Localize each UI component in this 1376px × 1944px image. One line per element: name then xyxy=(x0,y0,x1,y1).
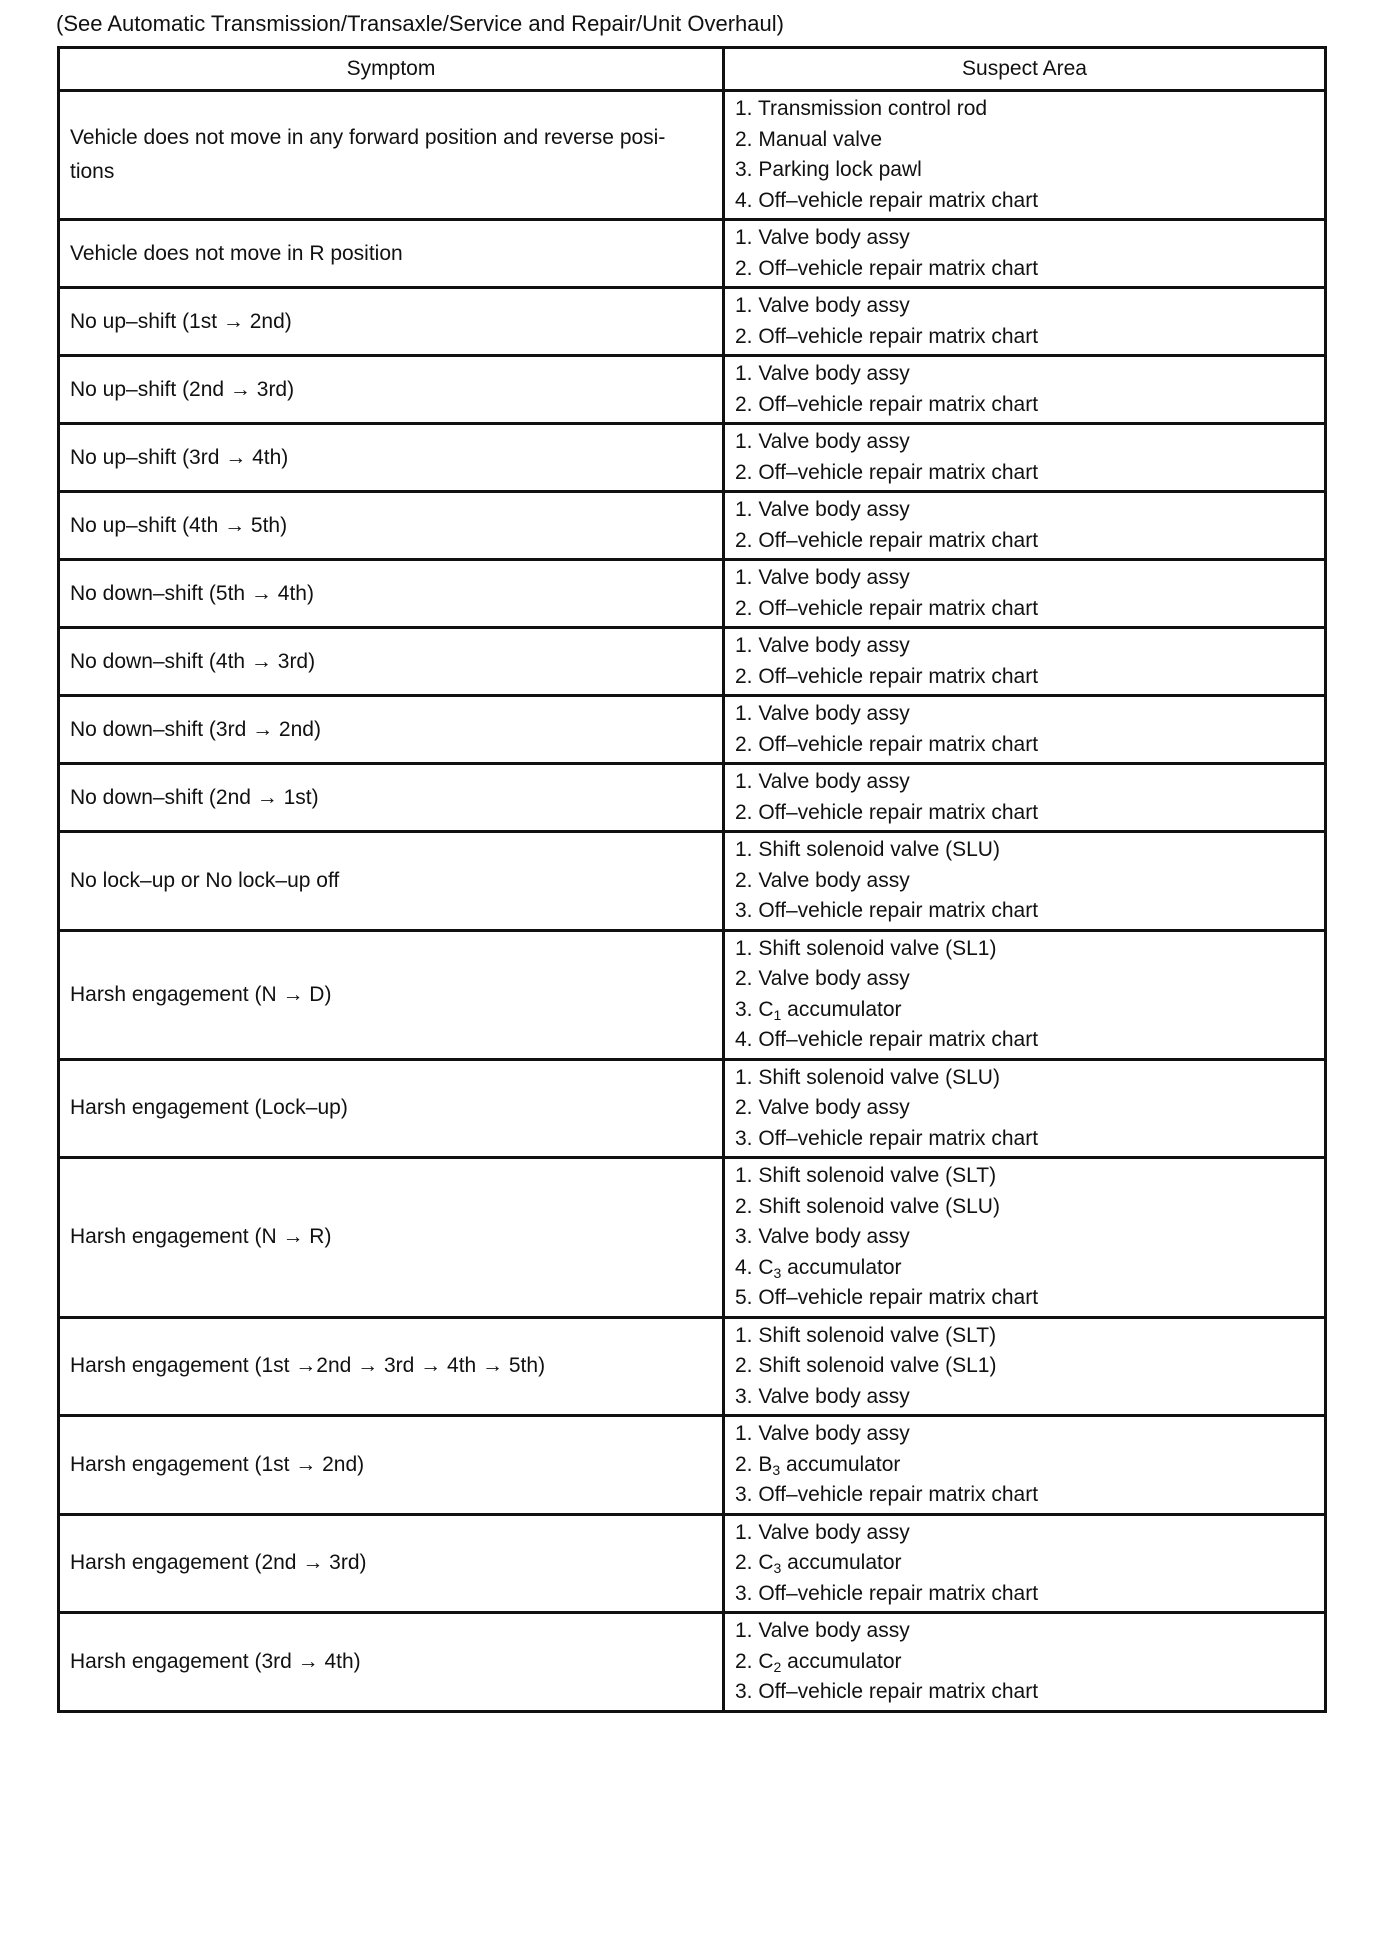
suspect-area-item: 2. Off–vehicle repair matrix chart xyxy=(735,256,1039,280)
suspect-area-item: 1. Shift solenoid valve (SLU) xyxy=(735,838,1000,861)
suspect-area-item: 2. Off–vehicle repair matrix chart xyxy=(735,732,1039,756)
suspect-area-item: 1. Valve body assy xyxy=(735,362,910,385)
suspect-area-item: 5. Off–vehicle repair matrix chart xyxy=(735,1286,1039,1309)
suspect-area-cell xyxy=(724,1059,1326,1158)
symptom-cell: Harsh engagement (N → R) xyxy=(59,1158,724,1318)
table-row xyxy=(59,628,1326,696)
suspect-area-cell xyxy=(724,930,1326,1059)
suspect-area-item: 4. $C_3$ accumulator xyxy=(735,1255,902,1281)
symptom-cell: No down–shift (5th → 4th) xyxy=(59,560,724,628)
suspect-area-item: 1. Valve body assy xyxy=(735,294,910,317)
suspect-area-item: 2. $C_2$ accumulator xyxy=(735,1649,902,1675)
suspect-area-item: 1. Shift solenoid valve (SLT) xyxy=(735,1323,997,1347)
suspect-area-cell xyxy=(724,91,1326,220)
suspect-area-cell xyxy=(724,1613,1326,1712)
suspect-area-item: 4. Off–vehicle repair matrix chart xyxy=(735,1028,1039,1051)
symptom-cell: Harsh engagement (N → D) xyxy=(59,930,724,1059)
table-row xyxy=(59,424,1326,492)
suspect-area-item: 3. Off–vehicle repair matrix chart xyxy=(735,1680,1039,1703)
suspect-area-item: 4. Off–vehicle repair matrix chart xyxy=(735,188,1039,212)
suspect-area-item: 3. Parking lock pawl xyxy=(735,158,922,181)
suspect-area-item: 3. Off–vehicle repair matrix chart xyxy=(735,899,1039,922)
table-row xyxy=(59,764,1326,832)
symptom-cell: Harsh engagement (1st → 2nd) xyxy=(59,1416,724,1515)
suspect-area-item: 1. Valve body assy xyxy=(735,226,910,249)
suspect-area-cell xyxy=(724,288,1326,356)
table-row xyxy=(59,492,1326,560)
suspect-area-item: 2. Shift solenoid valve (SLU) xyxy=(735,1194,1000,1218)
symptom-cell: No down–shift (3rd → 2nd) xyxy=(59,696,724,764)
symptom-cell: No down–shift (2nd → 1st) xyxy=(59,764,724,832)
suspect-area-item: 1. Transmission control rod xyxy=(735,97,988,120)
suspect-area-item: 2. Off–vehicle repair matrix chart xyxy=(735,596,1039,620)
suspect-area-item: 3. Off–vehicle repair matrix chart xyxy=(735,1483,1039,1506)
suspect-area-cell xyxy=(724,220,1326,288)
suspect-area-item: 2. Off–vehicle repair matrix chart xyxy=(735,460,1039,484)
symptom-cell: No lock–up or No lock–up off xyxy=(59,832,724,931)
suspect-area-item: 1. Valve body assy xyxy=(735,1520,910,1544)
suspect-area-item: 2. Off–vehicle repair matrix chart xyxy=(735,800,1039,824)
suspect-area-item: 3. Off–vehicle repair matrix chart xyxy=(735,1581,1039,1605)
symptom-cell: No up–shift (1st → 2nd) xyxy=(59,288,724,356)
suspect-area-item: 2. Off–vehicle repair matrix chart xyxy=(735,324,1039,348)
suspect-area-item: 1. Valve body assy xyxy=(735,498,910,521)
suspect-area-item: 1. Valve body assy xyxy=(735,634,910,657)
suspect-area-cell xyxy=(724,424,1326,492)
suspect-area-item: 2. Shift solenoid valve (SL1) xyxy=(735,1354,997,1377)
symptom-cell: No up–shift (3rd → 4th) xyxy=(59,424,724,492)
reference-note: (See Automatic Transmission/Transaxle/Service and Repair/Unit Overhaul) xyxy=(56,11,784,36)
table-row xyxy=(59,1514,1326,1613)
table-header-row xyxy=(59,48,1326,91)
suspect-area-item: 3. Off–vehicle repair matrix chart xyxy=(735,1126,1039,1150)
suspect-area-item: 2. $C_3$ accumulator xyxy=(735,1551,902,1576)
table-row xyxy=(59,696,1326,764)
subscript: 3 xyxy=(772,1461,781,1478)
suspect-area-item: 1. Valve body assy xyxy=(735,770,910,793)
suspect-area-item: 1. Valve body assy xyxy=(735,702,910,725)
table-row xyxy=(59,832,1326,931)
suspect-area-item: 2. Off–vehicle repair matrix chart xyxy=(735,664,1039,688)
symptom-cell: No down–shift (4th → 3rd) xyxy=(59,628,724,696)
suspect-area-item: 3. Valve body assy xyxy=(735,1225,910,1248)
suspect-area-cell xyxy=(724,1317,1326,1416)
suspect-area-item: 2. Valve body assy xyxy=(735,967,910,990)
table-row xyxy=(59,1059,1326,1158)
subscript: 2 xyxy=(773,1658,782,1675)
suspect-area-cell xyxy=(724,696,1326,764)
subscript: 1 xyxy=(773,1006,782,1023)
table-row xyxy=(59,560,1326,628)
suspect-area-cell xyxy=(724,628,1326,696)
symptom-cell: Harsh engagement (2nd → 3rd) xyxy=(59,1514,724,1613)
suspect-area-cell xyxy=(724,832,1326,931)
suspect-area-item: 2. Off–vehicle repair matrix chart xyxy=(735,528,1039,552)
table-row xyxy=(59,288,1326,356)
suspect-area-cell xyxy=(724,1514,1326,1613)
suspect-area-cell xyxy=(724,492,1326,560)
suspect-area-cell xyxy=(724,356,1326,424)
suspect-area-item: 1. Valve body assy xyxy=(735,566,910,589)
suspect-area-item: 2. Valve body assy xyxy=(735,868,910,892)
suspect-area-item: 1. Valve body assy xyxy=(735,1422,910,1445)
table-row xyxy=(59,1317,1326,1416)
suspect-area-item: 2. Valve body assy xyxy=(735,1096,910,1119)
symptom-cell: Harsh engagement (1st →2nd → 3rd → 4th → 5th) xyxy=(59,1317,724,1416)
symptom-cell: Vehicle does not move in any forward position and reverse posi-tions xyxy=(59,91,724,220)
suspect-area-item: 1. Valve body assy xyxy=(735,430,910,453)
table-row xyxy=(59,1613,1326,1712)
suspect-area-cell xyxy=(724,1416,1326,1515)
table-row xyxy=(59,220,1326,288)
suspect-area-item: 3. $C_1$ accumulator xyxy=(735,997,902,1023)
table-row xyxy=(59,91,1326,220)
symptom-cell: Harsh engagement (3rd → 4th) xyxy=(59,1613,724,1712)
subscript: 3 xyxy=(773,1264,782,1281)
suspect-area-item: 2. Manual valve xyxy=(735,127,883,151)
table-row xyxy=(59,1416,1326,1515)
suspect-area-item: 1. Shift solenoid valve (SLT) xyxy=(735,1164,997,1187)
suspect-area-item: 1. Shift solenoid valve (SLU) xyxy=(735,1065,1000,1089)
symptom-cell: No up–shift (4th → 5th) xyxy=(59,492,724,560)
suspect-area-item: 3. Valve body assy xyxy=(735,1384,910,1408)
symptom-table xyxy=(57,46,1327,1713)
symptom-cell: Vehicle does not move in R position xyxy=(59,220,724,288)
column-header-symptom: Symptom xyxy=(59,48,724,91)
table-row xyxy=(59,1158,1326,1318)
symptom-cell: No up–shift (2nd → 3rd) xyxy=(59,356,724,424)
suspect-area-item: 1. Valve body assy xyxy=(735,1619,910,1642)
column-header-suspect-area: Suspect Area xyxy=(724,48,1326,91)
table-row xyxy=(59,930,1326,1059)
symptom-cell: Harsh engagement (Lock–up) xyxy=(59,1059,724,1158)
suspect-area-cell xyxy=(724,764,1326,832)
suspect-area-item: 2. $B_3$ accumulator xyxy=(735,1452,901,1478)
suspect-area-cell xyxy=(724,1158,1326,1318)
table-row xyxy=(59,356,1326,424)
subscript: 3 xyxy=(773,1560,782,1576)
suspect-area-item: 2. Off–vehicle repair matrix chart xyxy=(735,392,1039,416)
suspect-area-cell xyxy=(724,560,1326,628)
table-body xyxy=(59,91,1326,1712)
suspect-area-item: 1. Shift solenoid valve (SL1) xyxy=(735,936,997,960)
